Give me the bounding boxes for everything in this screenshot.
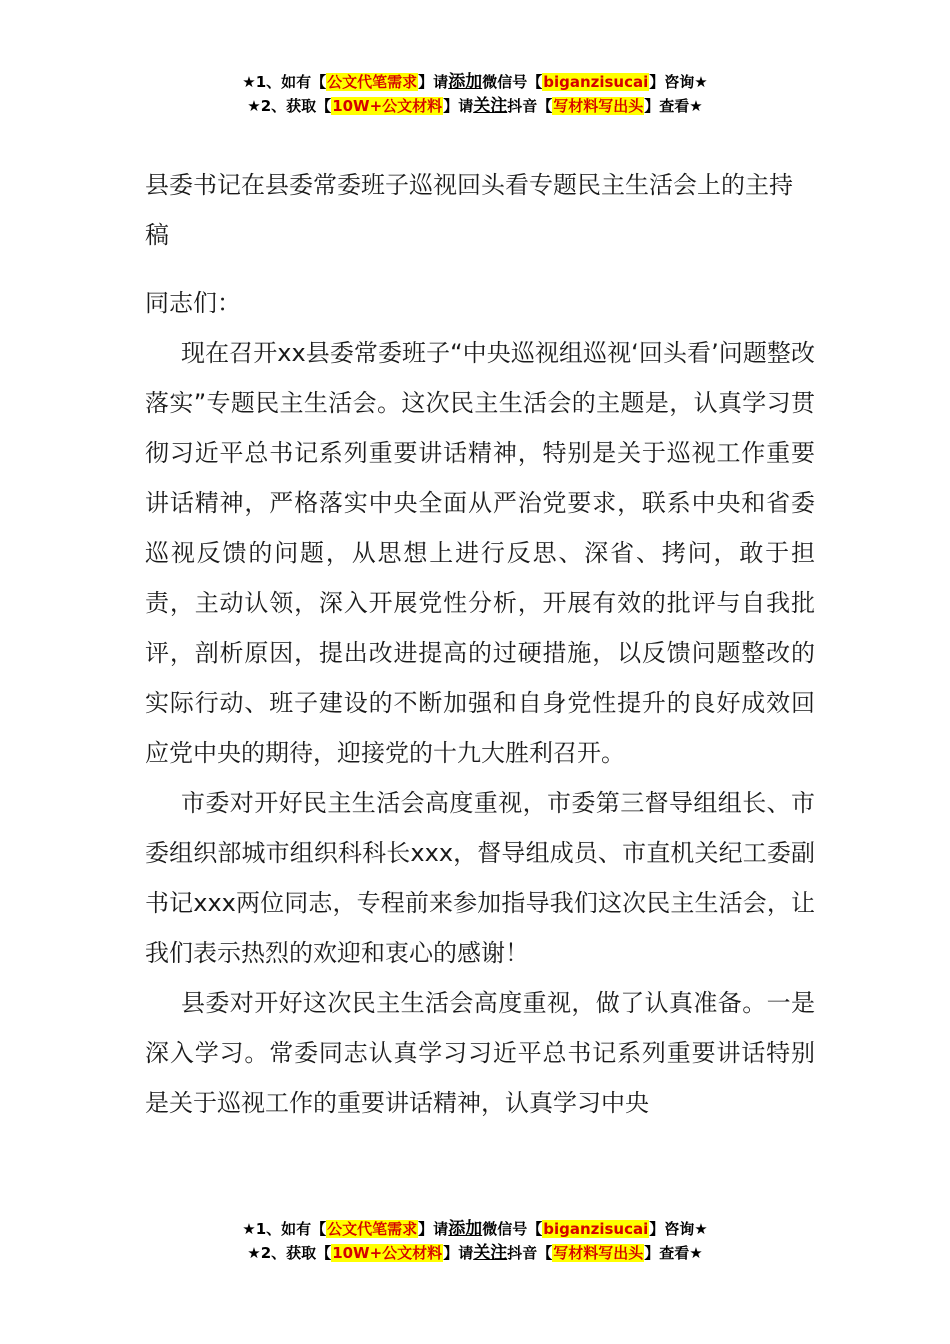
document-title: 县委书记在县委常委班子巡视回头看专题民主生活会上的主持稿 (145, 171, 793, 249)
banner-text: ★2、获取【 (247, 1244, 332, 1262)
highlight-materials: 10W+公文材料 (332, 97, 443, 115)
banner-text: 抖音【 (507, 97, 553, 115)
banner-text: 】请 (443, 1244, 474, 1262)
highlight-douyin-account: 写材料写出头 (553, 97, 644, 115)
banner-line-2 (0, 94, 950, 118)
footer-banner (0, 1217, 950, 1265)
banner-line-2 (0, 1241, 950, 1265)
highlight-wechat-id: biganzisucai (543, 73, 649, 91)
banner-text: 】请 (418, 1220, 449, 1238)
highlight-materials: 10W+公文材料 (332, 1244, 443, 1262)
paragraph-2: 市委对开好民主生活会高度重视，市委第三督导组组长、市委组织部城市组织科科长xxx，督导组成员、市直机关纪工委副书记xxx两位同志，专程前来参加指导我们这次民主生活会，让我们表示热烈的欢迎和衷心的感谢！ (145, 789, 815, 967)
banner-text: ★1、如有【 (242, 73, 327, 91)
document-body (145, 160, 815, 1128)
paragraph-1: 现在召开xx县委常委班子“中央巡视组巡视‘回头看’问题整改落实”专题民主生活会。这次民主生活会的主题是，认真学习贯彻习近平总书记系列重要讲话精神，特别是关于巡视工作重要讲话精神，严格落实中央全面从严治党要求，联系中央和省委巡视反馈的问题，从思想上进行反思、深省、拷问，敢于担责，主动认领，深入开展党性分析，开展有效的批评与自我批评，剖析原因，提出改进提高的过硬措施，以反馈问题整改的实际行动、班子建设的不断加强和自身党性提升的良好成效回应党中央的期待，迎接党的十九大胜利召开。 (145, 339, 815, 767)
header-banner (0, 70, 950, 118)
salutation: 同志们： (145, 289, 241, 317)
banner-text: 抖音【 (507, 1244, 553, 1262)
banner-text: 】查看★ (644, 1244, 703, 1262)
banner-text: 】咨询★ (649, 1220, 708, 1238)
banner-text: 微信号【 (482, 1220, 543, 1238)
banner-text: ★1、如有【 (242, 1220, 327, 1238)
highlight-wechat-id: biganzisucai (543, 1220, 649, 1238)
banner-text: 微信号【 (482, 73, 543, 91)
banner-text: 】请 (418, 73, 449, 91)
emphasis-add: 添加 (448, 72, 483, 92)
highlight-service: 公文代笔需求 (327, 73, 418, 91)
highlight-douyin-account: 写材料写出头 (553, 1244, 644, 1262)
emphasis-add: 添加 (448, 1219, 483, 1239)
emphasis-follow: 关注 (473, 96, 508, 116)
highlight-service: 公文代笔需求 (327, 1220, 418, 1238)
emphasis-follow: 关注 (473, 1243, 508, 1263)
banner-text: 】咨询★ (649, 73, 708, 91)
banner-text: 】查看★ (644, 97, 703, 115)
banner-line-1 (0, 1217, 950, 1241)
banner-text: 】请 (443, 97, 474, 115)
banner-text: ★2、获取【 (247, 97, 332, 115)
banner-line-1 (0, 70, 950, 94)
paragraph-3: 县委对开好这次民主生活会高度重视，做了认真准备。一是深入学习。常委同志认真学习习近平总书记系列重要讲话特别是关于巡视工作的重要讲话精神，认真学习中央 (145, 989, 815, 1117)
